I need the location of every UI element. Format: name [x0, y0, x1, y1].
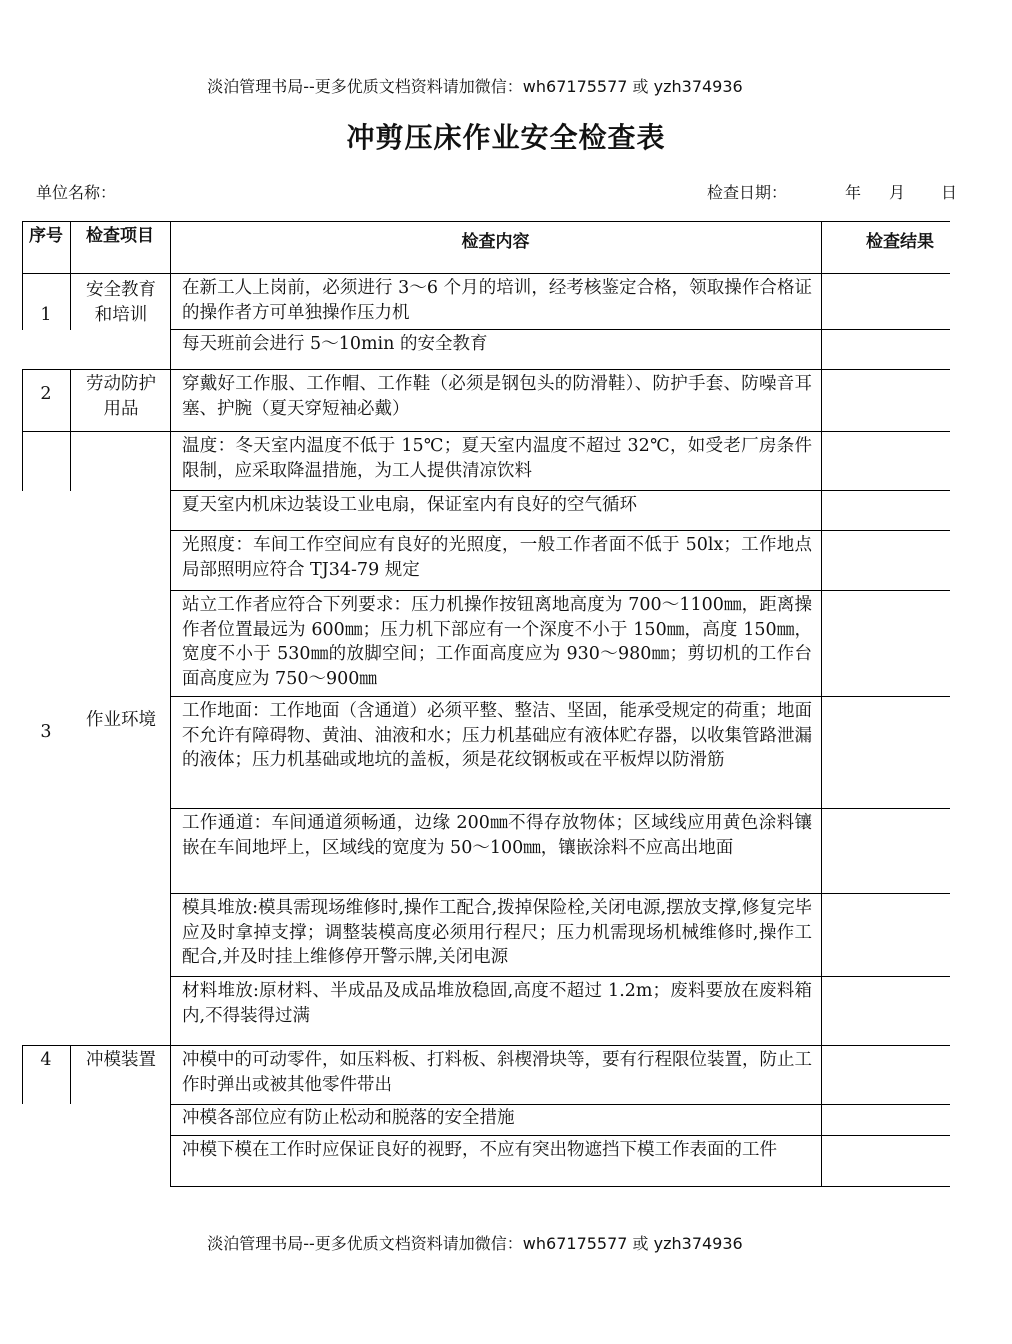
- unit-name-label: 单位名称：: [36, 183, 117, 202]
- header-watermark: 淡泊管理书局--更多优质文档资料请加微信：wh67175577 或 yzh374936: [207, 77, 743, 96]
- table-row: 模具堆放:模具需现场维修时,操作工配合,拨掉保险栓,关闭电源,摆放支撑,修复完毕应及时拿掉支撑；调整装模高度必须用行程尺；压力机需现场机械维修时,操作工配合,并及时挂上维修停开警示牌,关闭电源: [182, 898, 812, 967]
- group-3-item: 作业环境: [86, 710, 156, 730]
- table-row: 冲模下模在工作时应保证良好的视野，不应有突出物遮挡下模工作表面的工件: [182, 1140, 777, 1160]
- footer-watermark: 淡泊管理书局--更多优质文档资料请加微信：wh67175577 或 yzh374936: [207, 1234, 743, 1253]
- date-year: 年: [845, 183, 862, 202]
- date-label: 检查日期：: [707, 183, 788, 202]
- table-row: 穿戴好工作服、工作帽、工作鞋（必须是钢包头的防滑鞋）、防护手套、防噪音耳塞、护腕（夏天穿短袖必戴）: [182, 374, 812, 419]
- table-row: 材料堆放:原材料、半成品及成品堆放稳固,高度不超过 1.2m；废料要放在废料箱内,不得装得过满: [182, 981, 812, 1026]
- table-row: 夏天室内机床边装设工业电扇，保证室内有良好的空气循环: [182, 495, 637, 515]
- inspection-date: [707, 180, 957, 203]
- page-title: 冲剪压床作业安全检查表: [346, 121, 666, 154]
- table-row: 光照度：车间工作空间应有良好的光照度，一般工作者面不低于 50lx；工作地点局部照明应符合 TJ34-79 规定: [182, 535, 812, 580]
- group-4-item: 冲模装置: [86, 1050, 156, 1070]
- table-row: 每天班前会进行 5～10min 的安全教育: [182, 334, 488, 354]
- table-row: 冲模各部位应有防止松动和脱落的安全措施: [182, 1108, 515, 1128]
- header-item: 检查项目: [86, 226, 154, 246]
- table-row: 冲模中的可动零件，如压料板、打料板、斜楔滑块等，要有行程限位装置，防止工作时弹出或被其他零件带出: [182, 1050, 812, 1095]
- table-row: 工作通道：车间通道须畅通，边缘 200㎜不得存放物体；区域线应用黄色涂料镶嵌在车间地坪上，区域线的宽度为 50～100㎜，镶嵌涂料不应高出地面: [182, 813, 812, 858]
- group-2-seq: 2: [40, 384, 52, 404]
- group-2-item: 劳动防护用品: [86, 374, 156, 419]
- group-3-seq: 3: [40, 722, 52, 742]
- header-content: 检查内容: [461, 232, 530, 252]
- header-result: 检查结果: [866, 232, 934, 252]
- header-seq: 序号: [29, 226, 63, 246]
- group-1-seq: 1: [40, 305, 52, 325]
- table-row: 温度：冬天室内温度不低于 15℃；夏天室内温度不超过 32℃，如受老厂房条件限制，应采取降温措施，为工人提供清凉饮料: [182, 436, 812, 481]
- table-row: 站立工作者应符合下列要求：压力机操作按钮离地高度为 700～1100㎜，距离操作者位置最远为 600㎜；压力机下部应有一个深度不小于 150㎜，高度 150㎜，宽度不小于 530㎜的放脚空间；工作面高度应为 930～980㎜；剪切机的工作台面高度应为 750～900㎜: [182, 595, 812, 689]
- group-1-item: 安全教育和培训: [86, 280, 156, 325]
- date-day: 日: [941, 183, 958, 202]
- table-row: 在新工人上岗前，必须进行 3～6 个月的培训，经考核鉴定合格，领取操作合格证的操作者方可单独操作压力机: [182, 278, 812, 323]
- group-4-seq: 4: [40, 1050, 52, 1070]
- table-row: 工作地面：工作地面（含通道）必须平整、整洁、坚固，能承受规定的荷重；地面不允许有障碍物、黄油、油液和水；压力机基础应有液体贮存器，以收集管路泄漏的液体；压力机基础或地坑的盖板，须是花纹钢板或在平板焊以防滑筋: [182, 701, 812, 770]
- date-month: 月: [889, 183, 906, 202]
